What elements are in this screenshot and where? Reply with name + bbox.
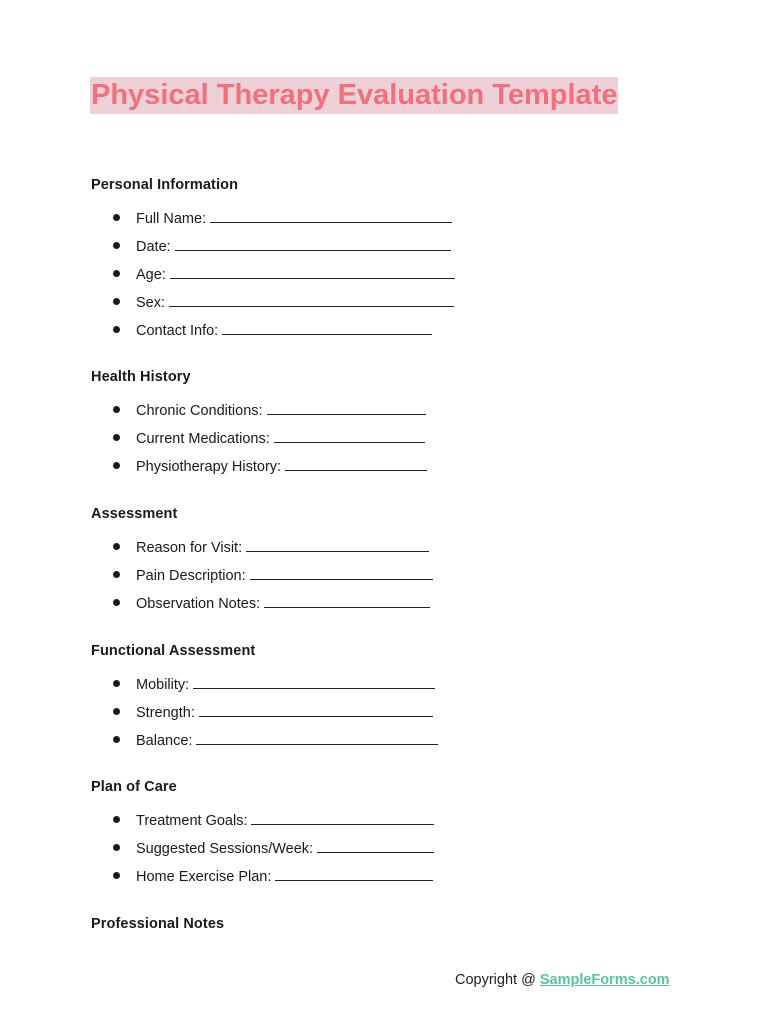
field-label: Age:	[136, 267, 166, 283]
bullet-icon	[113, 736, 120, 743]
field-label: Chronic Conditions:	[136, 403, 263, 419]
section-heading: Professional Notes	[91, 916, 225, 932]
section-assessment	[91, 504, 261, 621]
field-suggested-sessions	[91, 838, 314, 866]
fill-in-line[interactable]	[222, 320, 432, 335]
field-label: Reason for Visit:	[136, 540, 243, 556]
section-plan-of-care	[91, 777, 314, 894]
field-label: Pain Description:	[136, 568, 246, 584]
field-label: Suggested Sessions/Week:	[136, 841, 314, 857]
fill-in-line[interactable]	[175, 236, 451, 251]
fill-in-line[interactable]	[169, 292, 454, 307]
fill-in-line[interactable]	[275, 866, 433, 881]
field-label: Strength:	[136, 705, 195, 721]
field-list	[91, 674, 255, 758]
fill-in-line[interactable]	[317, 838, 434, 853]
field-sex	[91, 292, 238, 320]
bullet-icon	[113, 326, 120, 333]
field-chronic-conditions	[91, 400, 263, 428]
section-heading: Functional Assessment	[91, 643, 256, 659]
bullet-icon	[113, 298, 120, 305]
field-treatment-goals	[91, 810, 248, 838]
field-label: Current Medications:	[136, 431, 270, 447]
bullet-icon	[113, 599, 120, 606]
bullet-icon	[113, 543, 120, 550]
field-mobility	[91, 674, 255, 702]
section-heading: Health History	[91, 369, 191, 385]
field-label: Physiotherapy History:	[136, 459, 282, 475]
field-age	[91, 264, 238, 292]
field-strength	[91, 702, 255, 730]
field-pain-description	[91, 565, 246, 593]
field-current-medications	[91, 428, 270, 456]
document-title: Physical Therapy Evaluation Template	[90, 77, 618, 114]
bullet-icon	[113, 214, 120, 221]
copyright-footer	[455, 972, 670, 988]
fill-in-line[interactable]	[264, 593, 430, 608]
section-professional-notes	[91, 914, 224, 934]
fill-in-line[interactable]	[267, 400, 426, 415]
field-list	[91, 537, 261, 621]
field-label: Date:	[136, 239, 171, 255]
fill-in-line[interactable]	[274, 428, 425, 443]
field-label: Home Exercise Plan:	[136, 869, 272, 885]
field-contact-info	[91, 320, 238, 348]
bullet-icon	[113, 844, 120, 851]
bullet-icon	[113, 406, 120, 413]
fill-in-line[interactable]	[199, 702, 433, 717]
field-label: Balance:	[136, 733, 193, 749]
field-home-exercise-plan	[91, 866, 272, 894]
field-list	[91, 810, 314, 894]
bullet-icon	[113, 680, 120, 687]
field-list	[91, 400, 282, 484]
brand-link[interactable]: SampleForms.com	[539, 972, 670, 988]
fill-in-line[interactable]	[285, 456, 427, 471]
field-label: Treatment Goals:	[136, 813, 248, 829]
section-personal-information	[91, 175, 238, 348]
field-balance	[91, 730, 255, 758]
field-date	[91, 236, 238, 264]
bullet-icon	[113, 462, 120, 469]
bullet-icon	[113, 571, 120, 578]
section-functional-assessment	[91, 641, 255, 758]
field-label: Mobility:	[136, 677, 190, 693]
field-label: Sex:	[136, 295, 166, 311]
field-label: Full Name:	[136, 211, 207, 227]
fill-in-line[interactable]	[196, 730, 438, 745]
field-label: Observation Notes:	[136, 596, 261, 612]
bullet-icon	[113, 708, 120, 715]
fill-in-line[interactable]	[246, 537, 429, 552]
field-label: Contact Info:	[136, 323, 219, 339]
bullet-icon	[113, 242, 120, 249]
section-heading: Plan of Care	[91, 779, 177, 795]
section-heading: Personal Information	[91, 177, 239, 193]
field-physiotherapy-history	[91, 456, 282, 484]
section-heading: Assessment	[91, 506, 178, 522]
copyright-text: Copyright @	[455, 972, 540, 988]
field-list	[91, 208, 238, 348]
bullet-icon	[113, 872, 120, 879]
field-full-name	[91, 208, 238, 236]
bullet-icon	[113, 270, 120, 277]
bullet-icon	[113, 434, 120, 441]
fill-in-line[interactable]	[250, 565, 433, 580]
field-reason-for-visit	[91, 537, 243, 565]
fill-in-line[interactable]	[251, 810, 434, 825]
fill-in-line[interactable]	[170, 264, 455, 279]
fill-in-line[interactable]	[193, 674, 435, 689]
field-observation-notes	[91, 593, 261, 621]
fill-in-line[interactable]	[210, 208, 452, 223]
bullet-icon	[113, 816, 120, 823]
section-health-history	[91, 367, 282, 484]
